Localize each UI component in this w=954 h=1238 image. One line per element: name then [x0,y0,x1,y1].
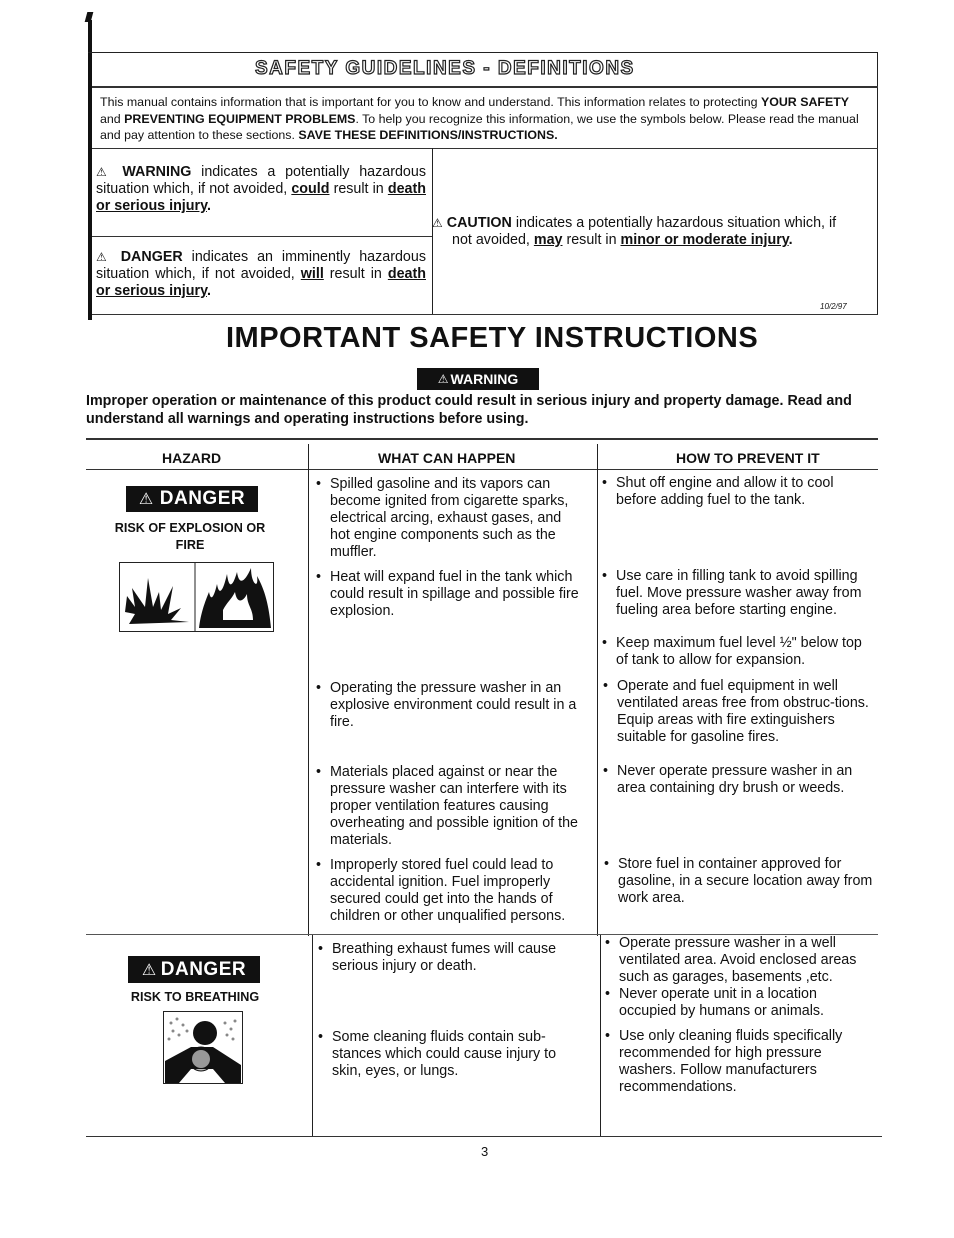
column-divider [432,148,433,314]
definition-text: result in [562,232,621,248]
prevent-text: Shut off engine and allow it to cool before adding fuel to the tank. [616,475,834,508]
definition-end: . [206,198,211,214]
column-divider [597,444,598,936]
bullet: • [318,1029,324,1045]
divider [92,148,878,149]
prevent-item [605,935,877,986]
warning-badge-label: WARNING [450,371,519,387]
prevent-text: Operate pressure washer in a well ventilated area. Avoid enclosed areas such as garages, basements ,etc. [619,935,857,985]
happen-item [316,476,585,561]
definition-text: indicates a potentially hazardous situation which, if not avoided, [452,215,837,248]
warning-definition [96,164,426,215]
bullet: • [605,986,611,1002]
warning-triangle-icon: ⚠ [437,372,449,386]
bullet: • [604,856,610,872]
page-number: 3 [481,1144,489,1159]
definition-outcome: minor or moderate injury [620,232,789,248]
bullet: • [602,635,608,651]
happen-item [316,680,585,731]
definition-text: indicates an imminently hazardous situation which, if not avoided, [96,249,426,282]
definition-outcome: death or serious injury [96,181,426,214]
definition-outcome: death or serious injury [96,266,426,299]
intro-text: . To help you recognize this information, we use the symbols below. Please read the manual and pay attention to these sections. [100,111,859,142]
header-hazard: HAZARD [162,450,222,466]
happen-text: Heat will expand fuel in the tank which could result in spillage and possible fire explosion. [330,569,579,619]
bullet: • [316,569,322,585]
caution-label: CAUTION [446,215,512,231]
lead-paragraph: Improper operation or maintenance of this product could result in serious injury and property damage. Read and understand all warnings and operating instructions before using. [86,393,852,427]
prevent-item [603,678,877,746]
danger-badge-label: DANGER [159,488,246,509]
table-top-rule [86,438,878,440]
warning-label: WARNING [122,164,192,180]
intro-text: and [100,111,125,126]
happen-item [318,941,587,975]
column-divider [312,934,313,1136]
intro-emphasis: SAVE THESE DEFINITIONS/INSTRUCTIONS. [298,128,558,142]
intro-emphasis: YOUR SAFETY [760,95,850,109]
happen-text: Materials placed against or near the pressure washer can interfere with its proper ventilation features causing overheating and possible ignition of the materials. [330,764,578,848]
prevent-item [603,763,877,797]
definition-emphasis: may [533,232,563,248]
definitions-intro [100,94,870,144]
happen-text: Improperly stored fuel could lead to accidental ignition. Fuel improperly secured could get into the hands of children or other unqualified persons. [330,857,566,924]
warning-badge [417,368,539,390]
intro-text: This manual contains information that is important for you to know and understand. This information relates to protecting [100,95,761,109]
header-what-can-happen: WHAT CAN HAPPEN [378,450,516,466]
definition-text: indicates a potentially hazardous situation which, if not avoided, [96,164,426,197]
warning-triangle-icon: ⚠ [96,165,113,179]
divider [92,314,878,315]
intro-emphasis: PREVENTING EQUIPMENT PROBLEMS [124,111,356,126]
bullet: • [316,680,322,696]
column-divider [600,934,601,1136]
prevent-item [605,1028,877,1096]
warning-triangle-icon: ⚠ [138,491,154,508]
prevent-item [605,986,877,1020]
prevent-item [602,475,876,509]
caution-definition [432,215,852,249]
divider [92,86,878,88]
bullet: • [316,764,322,780]
prevent-item [602,568,876,619]
bullet: • [603,678,609,694]
bullet: • [603,763,609,779]
revision-date: 10/2/97 [820,302,847,311]
happen-text: Some cleaning fluids contain sub-stances which could cause injury to skin, eyes, or lungs. [332,1029,557,1079]
danger-badge [128,956,260,983]
bullet: • [602,568,608,584]
definition-end: . [788,232,793,248]
page-title: IMPORTANT SAFETY INSTRUCTIONS [226,322,759,354]
breathing-hazard-icon [163,1011,243,1084]
happen-text: Spilled gasoline and its vapors can become ignited from cigarette sparks, electrical arcing, exhaust gases, and hot engine components such as the muffler. [330,476,569,560]
warning-triangle-icon: ⚠ [141,961,157,979]
warning-triangle-icon: ⚠ [96,250,112,264]
danger-label: DANGER [120,249,183,265]
definitions-title: SAFETY GUIDELINES - DEFINITIONS [255,58,635,79]
happen-text: Operating the pressure washer in an explosive environment could result in a fire. [330,680,577,730]
definition-emphasis: could [291,181,330,197]
definition-text: result in [329,181,388,197]
header-how-to-prevent: HOW TO PREVENT IT [676,450,820,466]
risk-explosion-fire: RISK OF EXPLOSION OR FIRE [114,521,266,552]
header-rule [86,469,878,470]
warning-triangle-icon: ⚠ [432,216,443,230]
bullet: • [602,475,608,491]
definition-emphasis: will [300,266,324,282]
prevent-text: Never operate pressure washer in an area containing dry brush or weeds. [617,763,853,796]
bullet: • [316,476,322,492]
divider [92,236,432,237]
happen-item [318,1029,587,1080]
prevent-text: Never operate unit in a location occupied by humans or animals. [619,986,825,1019]
explosion-fire-icon [119,562,274,632]
danger-badge-label: DANGER [160,958,247,980]
prevent-item [604,856,878,907]
happen-item [316,857,590,925]
bullet: • [605,935,611,951]
danger-definition [96,249,426,300]
prevent-item [602,635,876,669]
happen-item [316,764,585,849]
table-end-rule [86,1136,882,1137]
danger-badge [126,486,258,512]
prevent-text: Store fuel in container approved for gasoline, in a secure location away from work area. [618,856,873,906]
bullet: • [316,857,322,873]
bullet: • [605,1028,611,1044]
prevent-text: Use only cleaning fluids specifically recommended for high pressure washers. Follow manufacturers recommendations. [619,1028,843,1095]
prevent-text: Operate and fuel equipment in well ventilated areas free from obstruc-tions. Equip areas with fire extinguishers suitable for gasoline fires. [617,678,869,745]
prevent-text: Use care in filling tank to avoid spilling fuel. Move pressure washer away from fueling area before starting engine. [616,568,862,618]
risk-breathing: RISK TO BREATHING [130,990,260,1004]
definition-end: . [206,283,211,299]
definition-text: result in [323,266,388,282]
happen-text: Breathing exhaust fumes will cause serious injury or death. [332,941,557,974]
bullet: • [318,941,324,957]
happen-item [316,569,585,620]
prevent-text: Keep maximum fuel level ½" below top of tank to allow for expansion. [616,635,862,668]
column-divider [308,444,309,936]
